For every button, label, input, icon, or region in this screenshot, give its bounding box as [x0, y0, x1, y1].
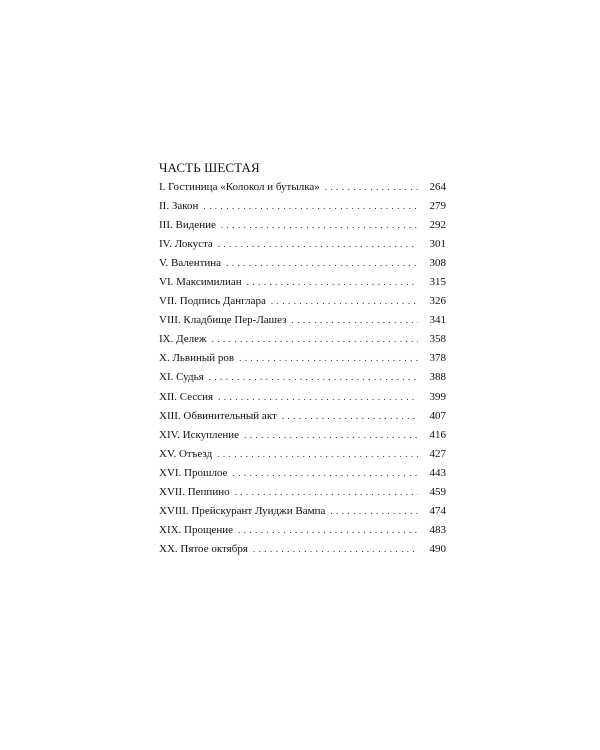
entry-title: VII. Подпись Данглара [159, 295, 266, 308]
entry-page-number: 474 [429, 504, 446, 517]
entry-page-number: 301 [429, 238, 446, 251]
dot-leader [212, 334, 418, 344]
toc-entry [159, 219, 446, 238]
entry-page-number: 292 [429, 219, 446, 232]
entry-page-number: 264 [429, 181, 446, 193]
dot-leader [282, 411, 418, 421]
dot-leader [217, 449, 418, 459]
entry-title: XIX. Прощение [159, 523, 234, 536]
dot-leader [203, 201, 418, 211]
toc-entry [159, 410, 446, 429]
toc-entry [159, 276, 446, 295]
entry-page-number: 443 [429, 466, 446, 479]
entry-page-number: 399 [429, 390, 446, 403]
entry-page-number: 407 [429, 409, 446, 422]
entry-title: V. Валентина [159, 257, 222, 270]
dot-leader [238, 525, 418, 535]
dot-leader [209, 372, 418, 382]
toc-entry [159, 505, 446, 524]
entry-title: X. Львиный ров [159, 352, 235, 365]
dot-leader [271, 296, 418, 306]
dot-leader [247, 277, 418, 287]
entry-page-number: 490 [429, 542, 446, 555]
dot-leader [235, 487, 418, 497]
dot-leader [244, 430, 418, 440]
entry-page-number: 341 [429, 314, 446, 327]
toc-entry [159, 238, 446, 257]
toc-entry [159, 543, 446, 562]
entry-title: XI. Судья [159, 371, 204, 384]
entry-title: IV. Локуста [159, 238, 213, 251]
dot-leader [325, 182, 418, 192]
entry-page-number: 388 [429, 371, 446, 384]
toc-entry [159, 314, 446, 333]
entry-title: II. Закон [159, 200, 199, 213]
entry-title: XVII. Пеппино [159, 485, 230, 498]
dot-leader [226, 258, 418, 268]
toc-entry [159, 467, 446, 486]
entry-title: XV. Отъезд [159, 447, 213, 460]
toc-entry [159, 371, 446, 390]
toc-entry [159, 429, 446, 448]
toc-entry [159, 524, 446, 543]
entry-title: XVIII. Прейскурант Луиджи Вампа [159, 504, 326, 517]
entry-page-number: 279 [429, 200, 446, 213]
entry-page-number: 483 [429, 523, 446, 536]
entry-title: XX. Пятое октября [159, 542, 248, 555]
entry-title: XVI. Прошлое [159, 466, 228, 479]
entry-page-number: 315 [429, 276, 446, 289]
dot-leader [232, 468, 418, 478]
entry-page-number: 416 [429, 428, 446, 441]
dot-leader [330, 506, 418, 516]
toc-entry [159, 486, 446, 505]
toc-entry [159, 333, 446, 352]
toc-entry [159, 448, 446, 467]
table-of-contents [159, 158, 446, 562]
dot-leader [292, 315, 419, 325]
entry-title: XII. Сессия [159, 390, 214, 403]
entry-page-number: 459 [429, 485, 446, 498]
toc-entries [159, 181, 446, 562]
entry-title: VI. Максимилиан [159, 276, 242, 289]
toc-entry [159, 391, 446, 410]
toc-entry [159, 295, 446, 314]
toc-entry [159, 200, 446, 219]
entry-title: VIII. Кладбище Пер-Лашез [159, 314, 287, 327]
toc-entry [159, 257, 446, 276]
entry-title: I. Гостиница «Колокол и бутылка» [159, 181, 320, 193]
toc-entry [159, 181, 446, 200]
entry-page-number: 358 [429, 333, 446, 346]
dot-leader [221, 220, 418, 230]
dot-leader [253, 544, 418, 554]
entry-title: XIII. Обвинительный акт [159, 409, 277, 422]
dot-leader [218, 392, 418, 402]
dot-leader [239, 353, 418, 363]
entry-title: IX. Дележ [159, 333, 207, 346]
entry-page-number: 427 [429, 447, 446, 460]
part-title: ЧАСТЬ ШЕСТАЯ [159, 160, 260, 175]
toc-entry [159, 352, 446, 371]
dot-leader [218, 239, 418, 249]
entry-title: XIV. Искупление [159, 428, 240, 441]
entry-title: III. Видение [159, 219, 216, 232]
entry-page-number: 308 [429, 257, 446, 270]
entry-page-number: 378 [429, 352, 446, 365]
entry-page-number: 326 [429, 295, 446, 308]
